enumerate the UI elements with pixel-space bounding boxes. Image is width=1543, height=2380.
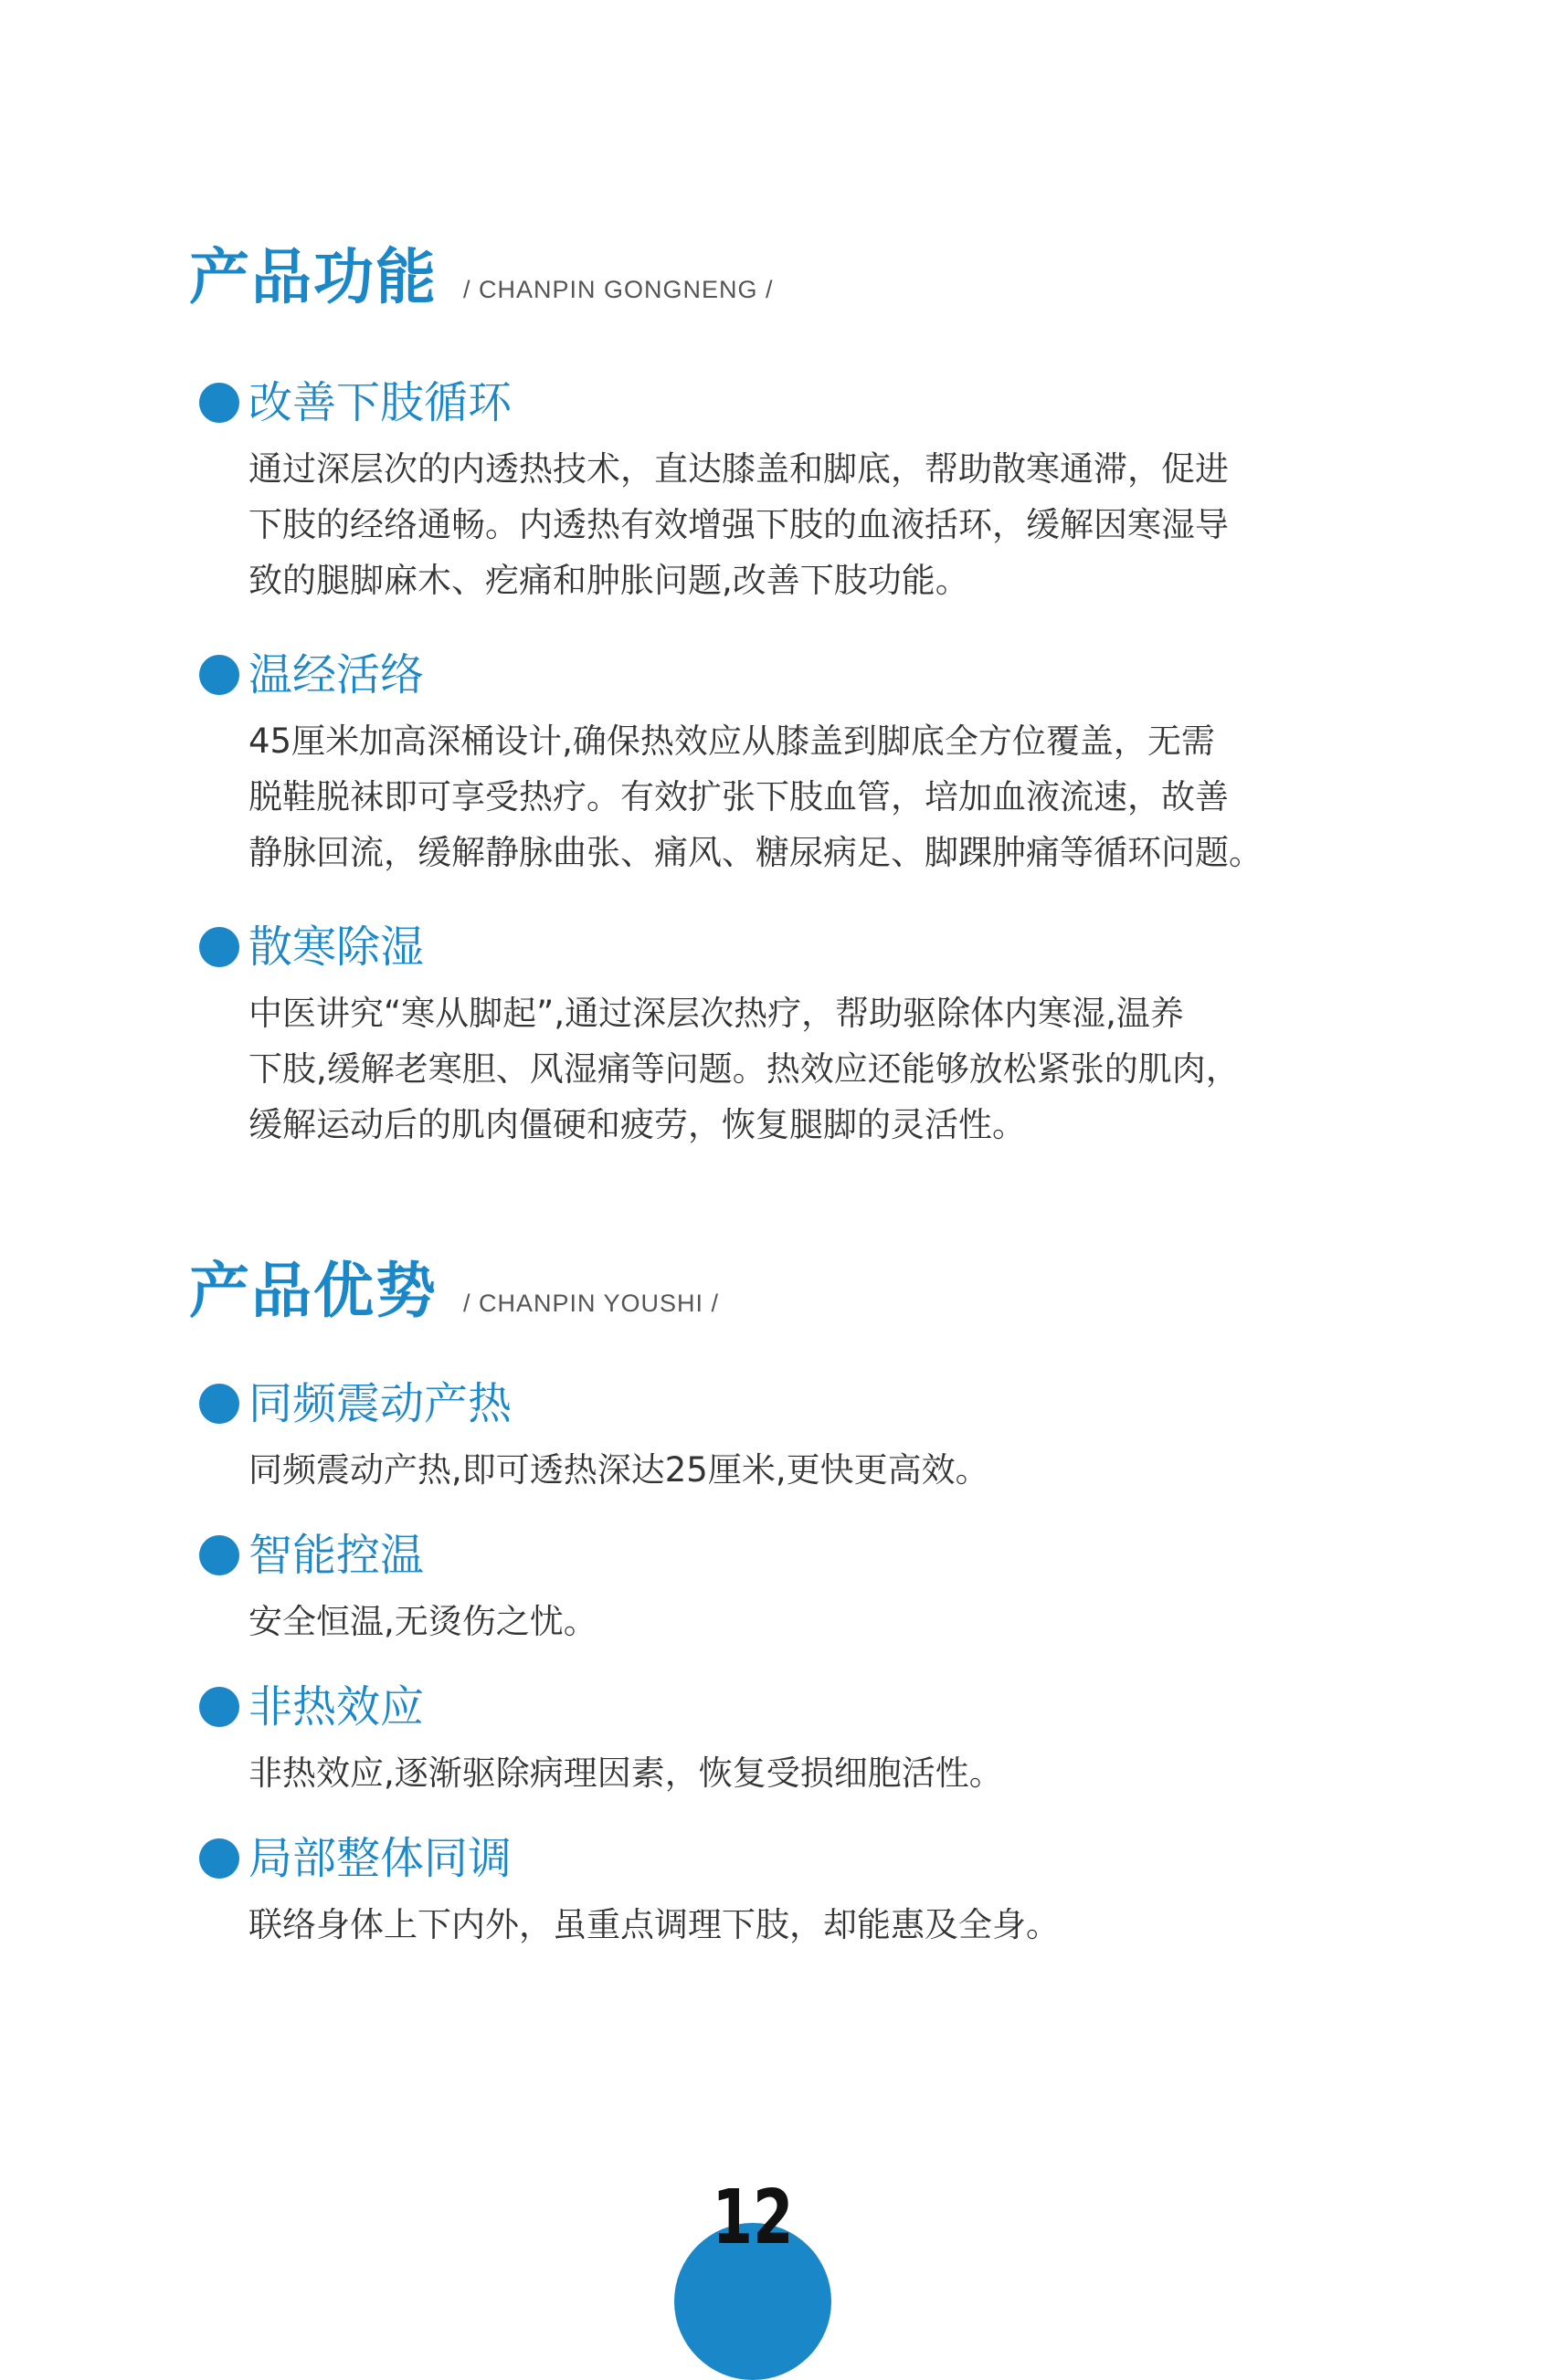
description-line: 脱鞋脱袜即可享受热疗。有效扩张下肢血管，培加血液流速，故善 bbox=[248, 777, 1229, 816]
bullet-dot-icon bbox=[199, 383, 239, 423]
description-line: 缓解运动后的肌肉僵硬和疲劳，恢复腿脚的灵活性。 bbox=[248, 1105, 1026, 1144]
description-line: 通过深层次的内透热技术，直达膝盖和脚底，帮助散寒通滞，促进 bbox=[248, 449, 1229, 489]
bullet-dot-icon bbox=[199, 1838, 239, 1879]
feature-item bbox=[199, 649, 1387, 880]
advantage-description bbox=[248, 1594, 1387, 1649]
advantage-item bbox=[199, 1833, 1387, 1953]
feature-description bbox=[248, 985, 1387, 1153]
advantage-item bbox=[199, 1530, 1387, 1649]
description-line: 下肢,缓解老寒胆、风湿痛等问题。热效应还能够放松紧张的肌肉， bbox=[248, 1049, 1240, 1089]
description-line: 下肢的经络通畅。内透热有效增强下肢的血液括环，缓解因寒湿导 bbox=[248, 505, 1229, 544]
description-line: 中医讲究“寒从脚起”,通过深层次热疗，帮助驱除体内寒湿,温养 bbox=[248, 994, 1184, 1033]
bullet-dot-icon bbox=[199, 1687, 239, 1727]
feature-title: 散寒除湿 bbox=[248, 921, 425, 973]
section-title: 产品优势 bbox=[189, 1255, 438, 1326]
section-heading-functions bbox=[189, 241, 774, 312]
bullet-dot-icon bbox=[199, 1384, 239, 1424]
description-line: 致的腿脚麻木、疙痛和肿胀问题,改善下肢功能。 bbox=[248, 561, 969, 600]
advantage-title: 同频震动产热 bbox=[248, 1378, 513, 1429]
advantage-item bbox=[199, 1681, 1387, 1801]
feature-description bbox=[248, 713, 1387, 880]
feature-item bbox=[199, 377, 1387, 608]
description-line: 非热效应,逐渐驱除病理因素，恢复受损细胞活性。 bbox=[248, 1753, 1003, 1793]
description-line: 同频震动产热,即可透热深达25厘米,更快更高效。 bbox=[248, 1450, 989, 1490]
section-subtitle: / CHANPIN YOUSHI / bbox=[463, 1290, 720, 1317]
description-line: 安全恒温,无烫伤之忧。 bbox=[248, 1602, 597, 1641]
bullet-dot-icon bbox=[199, 927, 239, 967]
advantage-description bbox=[248, 1442, 1387, 1498]
advantage-title: 非热效应 bbox=[248, 1681, 425, 1732]
feature-item bbox=[199, 921, 1387, 1153]
description-line: 静脉回流，缓解静脉曲张、痛风、糖尿病足、脚踝肿痛等循环问题。 bbox=[248, 833, 1263, 872]
feature-title: 改善下肢循环 bbox=[248, 377, 513, 428]
bullet-dot-icon bbox=[199, 1535, 239, 1575]
feature-title: 温经活络 bbox=[248, 649, 425, 700]
bullet-dot-icon bbox=[199, 655, 239, 695]
advantage-description bbox=[248, 1897, 1387, 1953]
page-number: 12 bbox=[712, 2175, 794, 2261]
advantage-description bbox=[248, 1745, 1387, 1801]
section-title: 产品功能 bbox=[189, 241, 438, 312]
description-line: 联络身体上下内外，虽重点调理下肢，却能惠及全身。 bbox=[248, 1905, 1060, 1944]
advantage-item bbox=[199, 1378, 1387, 1498]
description-line: 45厘米加高深桶设计,确保热效应从膝盖到脚底全方位覆盖，无需 bbox=[248, 721, 1215, 761]
section-heading-advantages bbox=[189, 1255, 720, 1326]
advantage-title: 智能控温 bbox=[248, 1530, 425, 1581]
feature-description bbox=[248, 441, 1387, 608]
section-subtitle: / CHANPIN GONGNENG / bbox=[463, 276, 774, 303]
advantage-title: 局部整体同调 bbox=[248, 1833, 513, 1884]
